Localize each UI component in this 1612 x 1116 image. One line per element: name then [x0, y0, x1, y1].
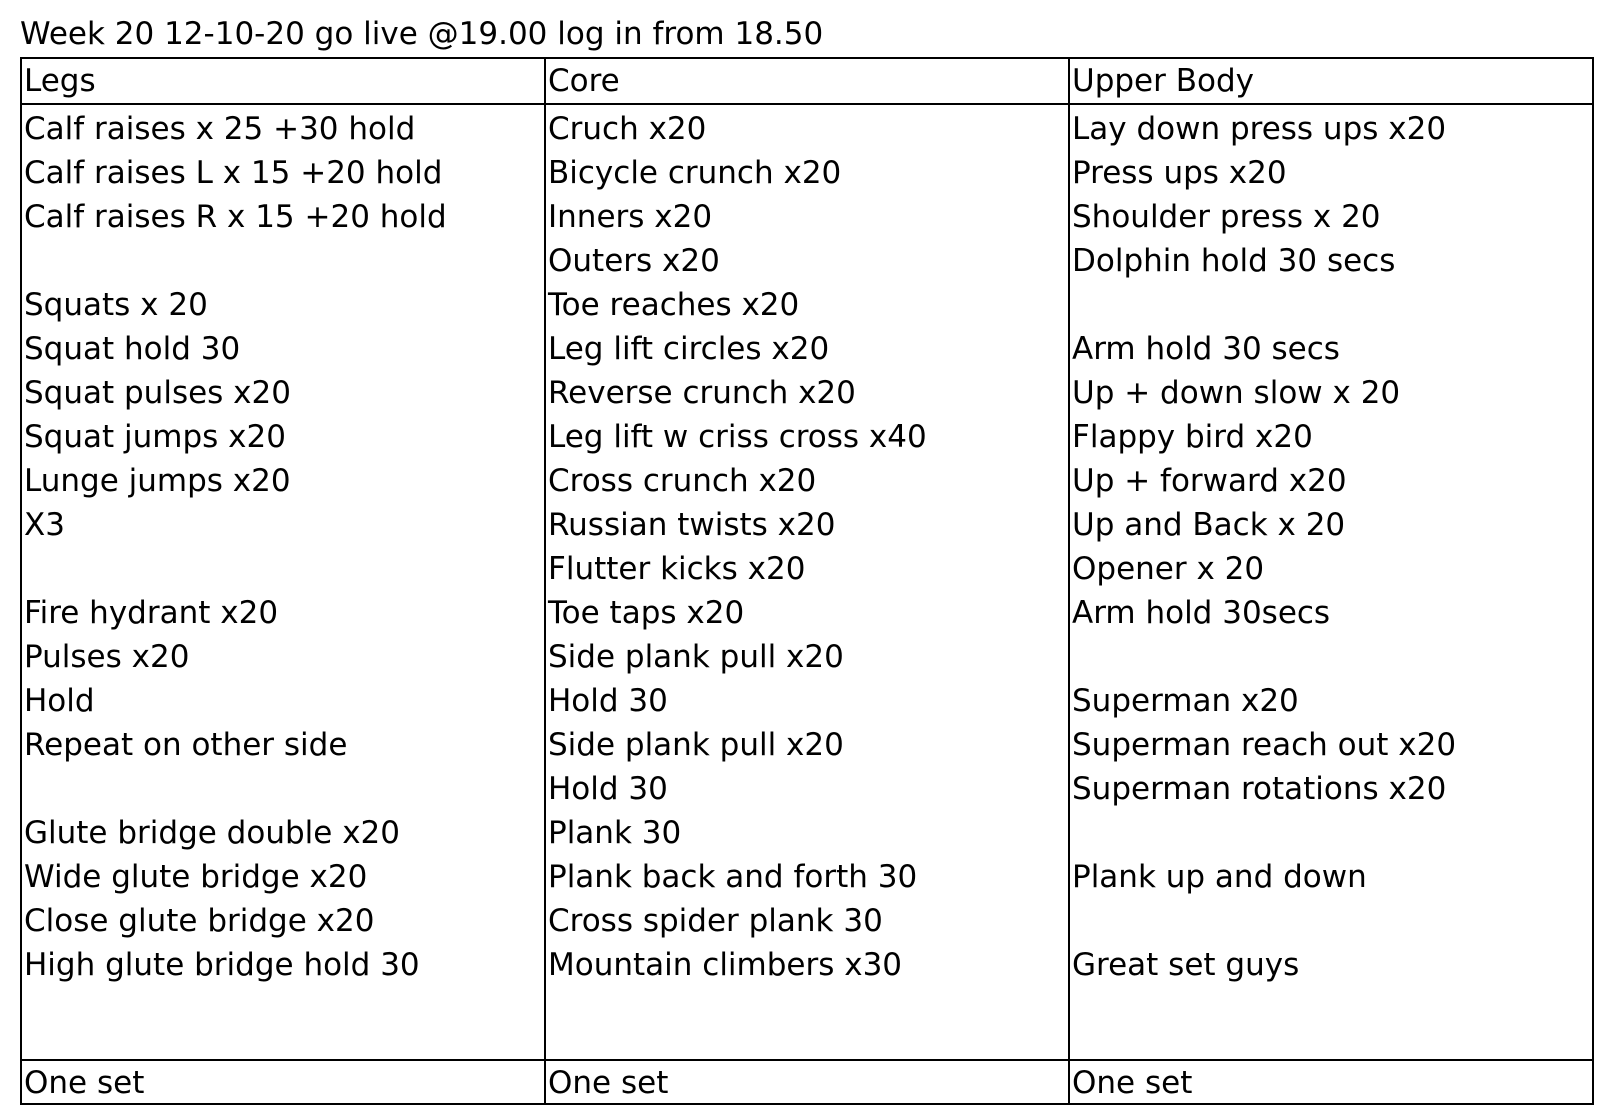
exercise-line: Superman rotations x20 [1072, 771, 1447, 807]
blank-line [22, 547, 544, 591]
exercise-line: Squats x 20 [24, 287, 208, 323]
legs-exercise-cell [21, 104, 545, 1060]
exercise-line: X3 [24, 507, 65, 543]
exercise-line: Cruch x20 [548, 111, 707, 147]
exercise-line: Calf raises R x 15 +20 hold [24, 199, 447, 235]
workout-table [20, 57, 1594, 1105]
column-header-legs [21, 58, 545, 104]
exercise-line: Plank back and forth 30 [548, 859, 918, 895]
blank-line [1070, 811, 1592, 855]
exercise-line: Glute bridge double x20 [24, 815, 400, 851]
exercise-line: Lay down press ups x20 [1072, 111, 1447, 147]
upper-body-footer-cell [1069, 1060, 1593, 1104]
exercise-line: Up + down slow x 20 [1072, 375, 1401, 411]
exercise-line: Pulses x20 [24, 639, 190, 675]
exercise-line: Mountain climbers x30 [548, 947, 903, 983]
column-header-core [545, 58, 1069, 104]
exercise-line: Reverse crunch x20 [548, 375, 856, 411]
column-header-label: Core [548, 63, 620, 99]
exercise-line: Flappy bird x20 [1072, 419, 1313, 455]
footer-row [21, 1060, 1593, 1104]
exercise-line: Up + forward x20 [1072, 463, 1347, 499]
exercise-line: Cross crunch x20 [548, 463, 817, 499]
exercise-line: Calf raises L x 15 +20 hold [24, 155, 443, 191]
exercise-line: Hold [24, 683, 95, 719]
upper-body-exercise-cell [1069, 104, 1593, 1060]
exercise-line: Calf raises x 25 +30 hold [24, 111, 416, 147]
blank-line [1070, 283, 1592, 327]
exercise-line: Outers x20 [548, 243, 720, 279]
exercise-line: Squat pulses x20 [24, 375, 291, 411]
blank-line [22, 767, 544, 811]
exercise-line: High glute bridge hold 30 [24, 947, 420, 983]
exercise-line: Inners x20 [548, 199, 713, 235]
exercise-line: Side plank pull x20 [548, 639, 844, 675]
exercise-line: Superman reach out x20 [1072, 727, 1457, 763]
exercise-line: Arm hold 30 secs [1072, 331, 1340, 367]
page-title: Week 20 12-10-20 go live @19.00 log in from 18.50 [20, 16, 824, 52]
legs-exercise-list [22, 105, 544, 987]
column-header-label: Upper Body [1072, 63, 1254, 99]
exercise-line: Lunge jumps x20 [24, 463, 291, 499]
exercise-line: Plank 30 [548, 815, 682, 851]
column-header-label: Legs [24, 63, 96, 99]
exercise-line: Fire hydrant x20 [24, 595, 279, 631]
exercise-row [21, 104, 1593, 1060]
exercise-line: Press ups x20 [1072, 155, 1287, 191]
exercise-line: Leg lift circles x20 [548, 331, 830, 367]
footer-label: One set [1072, 1065, 1193, 1101]
exercise-line: Toe reaches x20 [548, 287, 800, 323]
exercise-line: Plank up and down [1072, 859, 1367, 895]
exercise-line: Cross spider plank 30 [548, 903, 883, 939]
exercise-line: Hold 30 [548, 771, 668, 807]
footer-label: One set [24, 1065, 145, 1101]
exercise-line: Squat jumps x20 [24, 419, 286, 455]
column-header-upper-body [1069, 58, 1593, 104]
footer-label: One set [548, 1065, 669, 1101]
exercise-line: Leg lift w criss cross x40 [548, 419, 927, 455]
exercise-line: Opener x 20 [1072, 551, 1265, 587]
exercise-line: Flutter kicks x20 [548, 551, 806, 587]
exercise-line: Arm hold 30secs [1072, 595, 1331, 631]
exercise-line: Up and Back x 20 [1072, 507, 1346, 543]
exercise-line: Dolphin hold 30 secs [1072, 243, 1396, 279]
exercise-line: Hold 30 [548, 683, 668, 719]
blank-line [1070, 899, 1592, 943]
blank-line [1070, 635, 1592, 679]
exercise-line: Toe taps x20 [548, 595, 745, 631]
exercise-line: Shoulder press x 20 [1072, 199, 1381, 235]
exercise-line: Great set guys [1072, 947, 1300, 983]
blank-line [22, 239, 544, 283]
exercise-line: Bicycle crunch x20 [548, 155, 842, 191]
exercise-line: Close glute bridge x20 [24, 903, 375, 939]
legs-footer-cell [21, 1060, 545, 1104]
exercise-line: Repeat on other side [24, 727, 348, 763]
exercise-line: Side plank pull x20 [548, 727, 844, 763]
header-row [21, 58, 1593, 104]
exercise-line: Squat hold 30 [24, 331, 241, 367]
exercise-line: Superman x20 [1072, 683, 1299, 719]
exercise-line: Wide glute bridge x20 [24, 859, 368, 895]
core-exercise-cell [545, 104, 1069, 1060]
core-exercise-list [546, 105, 1068, 987]
exercise-line: Russian twists x20 [548, 507, 836, 543]
upper-body-exercise-list [1070, 105, 1592, 987]
core-footer-cell [545, 1060, 1069, 1104]
